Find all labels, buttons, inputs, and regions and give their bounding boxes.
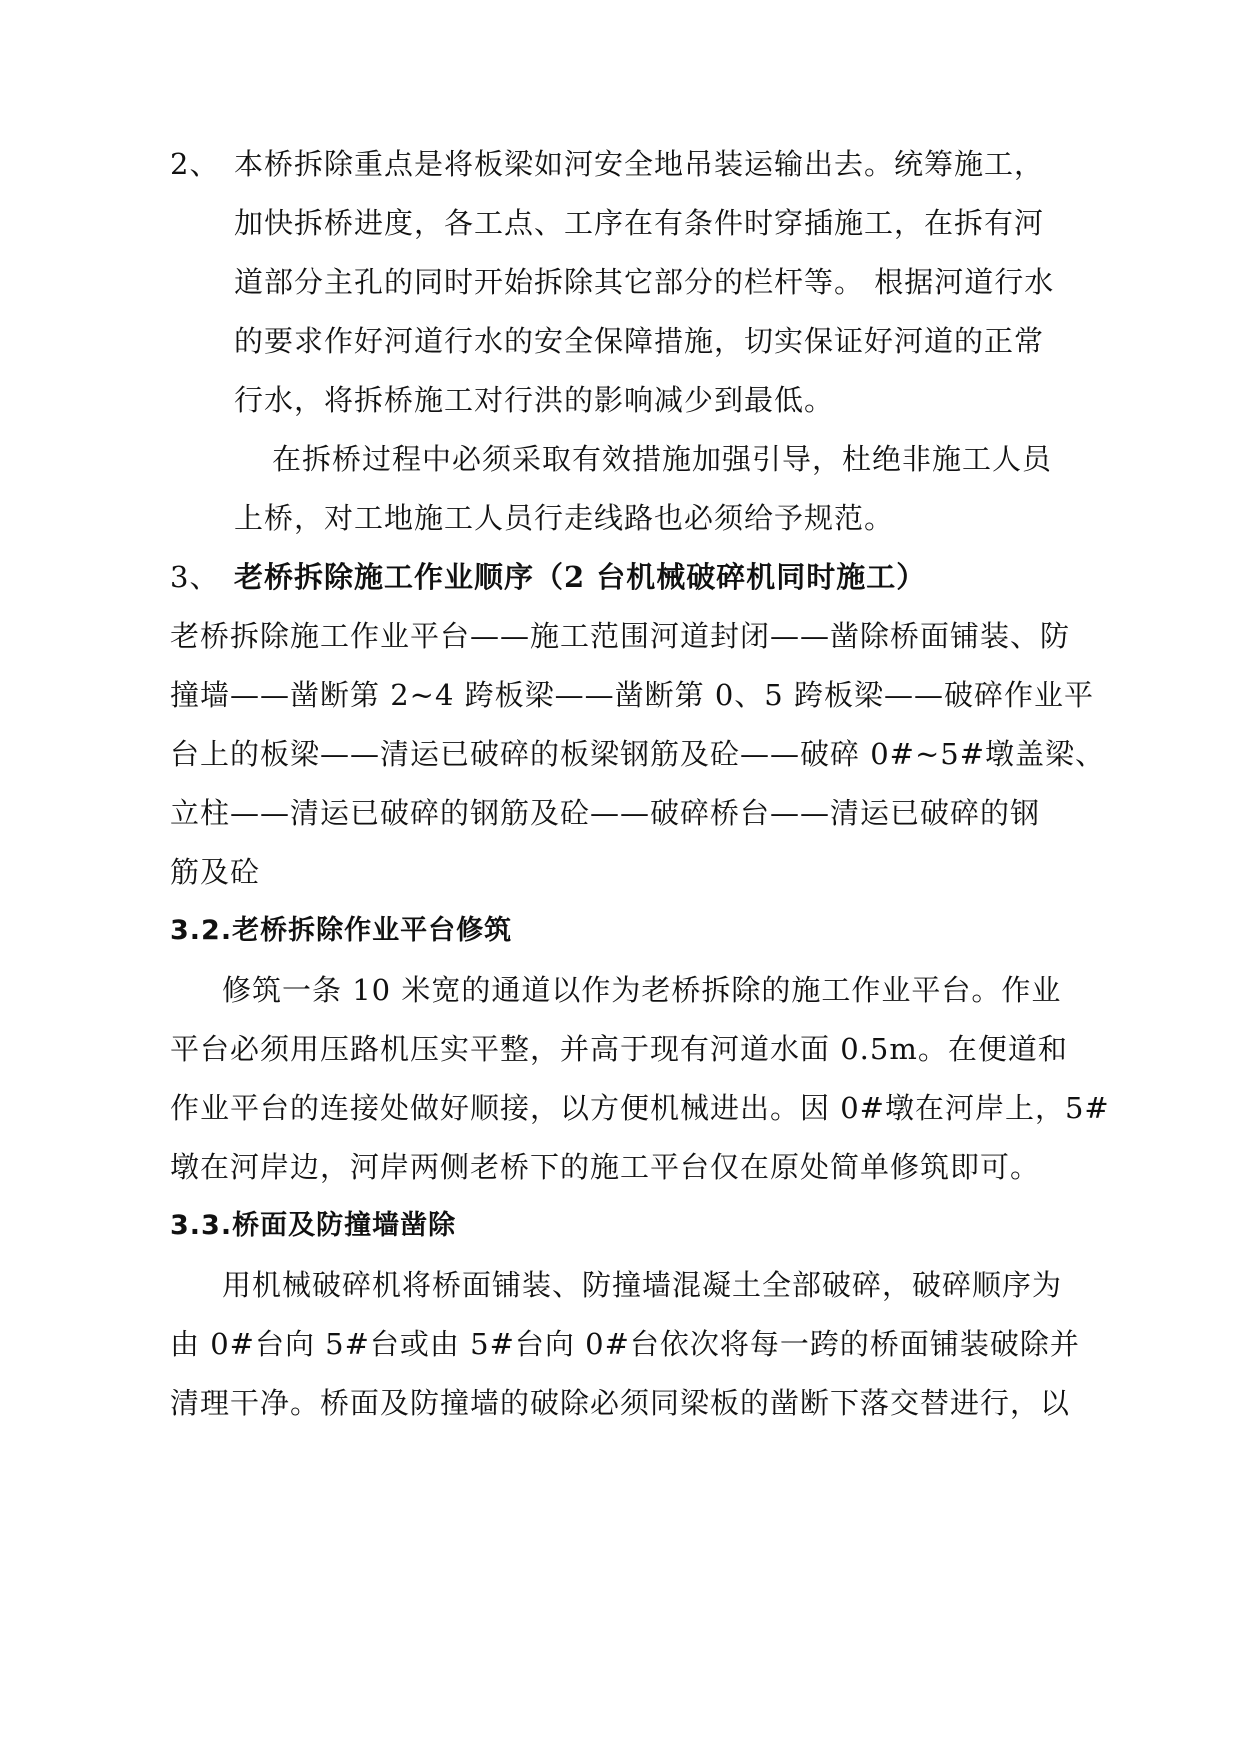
item-2-line: 行水，将拆桥施工对行洪的影响减少到最低。 xyxy=(234,383,835,417)
section-3-2-heading: 3.2.老桥拆除作业平台修筑 xyxy=(170,915,513,946)
item-3-sequence-line: 老桥拆除施工作业平台——施工范围河道封闭——凿除桥面铺装、防 xyxy=(170,619,1071,653)
item-2-para2-line: 在拆桥过程中必须采取有效措施加强引导，杜绝非施工人员 xyxy=(272,442,1053,476)
section-3-3-heading: 3.3.桥面及防撞墙凿除 xyxy=(170,1210,457,1241)
item-3-sequence-line: 筋及砼 xyxy=(170,855,261,889)
item-2-line: 的要求作好河道行水的安全保障措施，切实保证好河道的正常 xyxy=(234,324,1045,358)
section-3-3-line: 用机械破碎机将桥面铺装、防撞墙混凝土全部破碎，破碎顺序为 xyxy=(222,1268,1063,1302)
section-3-3-line: 清理干净。桥面及防撞墙的破除必须同梁板的凿断下落交替进行，以 xyxy=(170,1386,1071,1420)
section-3-2-line: 平台必须用压路机压实平整，并高于现有河道水面 0.5m。在便道和 xyxy=(170,1032,1068,1066)
item-2-line: 本桥拆除重点是将板梁如河安全地吊装运输出去。统筹施工， xyxy=(234,147,1045,181)
item-2-line: 加快拆桥进度，各工点、工序在有条件时穿插施工，在拆有河 xyxy=(234,206,1045,240)
item-2-number: 2、 xyxy=(170,147,220,181)
section-3-2-line: 墩在河岸边，河岸两侧老桥下的施工平台仅在原处简单修筑即可。 xyxy=(170,1150,1041,1184)
item-3-title: 老桥拆除施工作业顺序（2 台机械破碎机同时施工） xyxy=(234,560,927,594)
section-3-2-line: 作业平台的连接处做好顺接，以方便机械进出。因 0#墩在河岸上，5# xyxy=(170,1091,1110,1125)
item-3-number: 3、 xyxy=(170,560,220,594)
item-2-para2-line: 上桥，对工地施工人员行走线路也必须给予规范。 xyxy=(234,501,895,535)
item-2-line: 道部分主孔的同时开始拆除其它部分的栏杆等。 根据河道行水 xyxy=(234,265,1055,299)
item-3-sequence-line: 撞墙——凿断第 2~4 跨板梁——凿断第 0、5 跨板梁——破碎作业平 xyxy=(170,678,1094,712)
item-3-sequence-line: 台上的板梁——清运已破碎的板梁钢筋及砼——破碎 0#~5#墩盖梁、 xyxy=(170,737,1106,771)
section-3-3-line: 由 0#台向 5#台或由 5#台向 0#台依次将每一跨的桥面铺装破除并 xyxy=(170,1327,1080,1361)
section-3-2-line: 修筑一条 10 米宽的通道以作为老桥拆除的施工作业平台。作业 xyxy=(222,973,1062,1007)
item-3-sequence-line: 立柱——清运已破碎的钢筋及砼——破碎桥台——清运已破碎的钢 xyxy=(170,796,1041,830)
